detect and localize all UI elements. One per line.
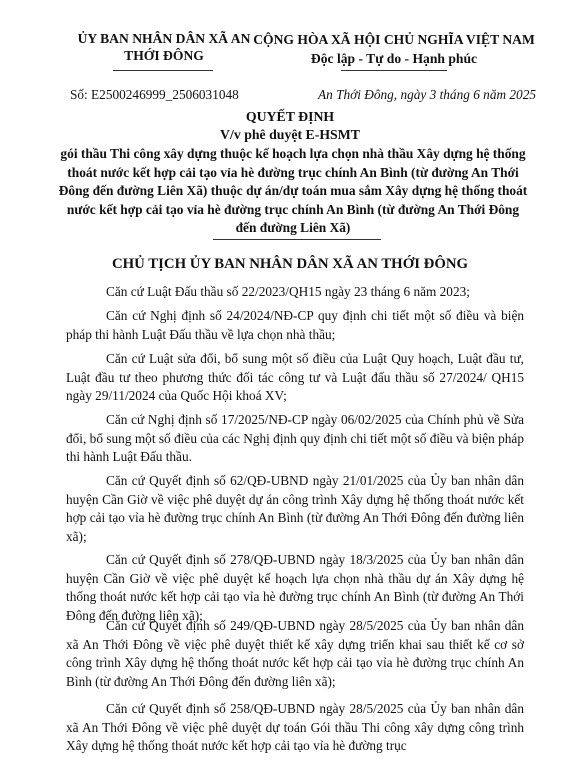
authority-underline <box>113 70 213 71</box>
issuing-authority <box>66 30 262 64</box>
paragraph: Căn cứ Quyết định số 258/QĐ-UBND ngày 28/5/2025 của Ủy ban nhân dân xã An Thới Đông về việc phê duyệt dự toán Gói thầu Thi công xây dựng công trình Xây dựng hệ thống thoát nước kết hợp cải tạo vỉa hè đường trục <box>66 701 524 754</box>
issuing-authority-line2: THỚI ĐÔNG <box>124 48 204 63</box>
paragraph: Căn cứ Quyết định số 62/QĐ-UBND ngày 21/01/2025 của Ủy ban nhân dân huyện Cần Giờ về việc phê duyệt dự án công trình Xây dựng hệ thống thoát nước kết hợp cải tạo vỉa hè đường trục chính An Bình (từ đường An Thới Đông đến đường liên xã); <box>66 473 524 544</box>
paragraph: Căn cứ Luật Đấu thầu số 22/2023/QH15 ngày 23 tháng 6 năm 2023; <box>106 284 470 299</box>
decision-title: QUYẾT ĐỊNH <box>245 109 335 124</box>
paragraph: Căn cứ Nghị định số 17/2025/NĐ-CP ngày 06/02/2025 của Chính phủ về Sửa đổi, bổ sung một số điều của các Nghị định quy định chi tiết một số điều và biện pháp thi hành Luật Đấu thầu. <box>66 412 524 465</box>
paragraph: Căn cứ Quyết định số 249/QĐ-UBND ngày 28/5/2025 của Ủy ban nhân dân xã An Thới Đông về việc phê duyệt thiết kế xây dựng triển khai sau thiết kế cơ sở công trình Xây dựng hệ thống thoát nước kết hợp cải tạo vỉa hè đường trục chính An Bình (từ đường An Thới Đông đến đường liên xã); <box>66 618 524 689</box>
subject-underline <box>213 239 381 240</box>
paragraph: Căn cứ Luật sửa đổi, bổ sung một số điều của Luật Quy hoạch, Luật đầu tư, Luật đầu tư theo phương thức đối tác công tư và Luật đấu thầu số 27/2024/ QH15 ngày 29/11/2024 của Quốc Hội khoá XV; <box>66 351 524 404</box>
paragraph: Căn cứ Quyết định số 278/QĐ-UBND ngày 18/3/2025 của Ủy ban nhân dân huyện Cần Giờ về việc phê duyệt kế hoạch lựa chọn nhà thầu dự án Xây dựng hệ thống thoát nước kết hợp cải tạo vỉa hè đường trục chính An Bình (từ đường An Thới Đông đến đường liên xã); <box>66 552 524 623</box>
motto: Độc lập - Tự do - Hạnh phúc <box>310 51 478 66</box>
decision-subject: gói thầu Thi công xây dựng thuộc kế hoạch lựa chọn nhà thầu Xây dựng hệ thống thoát nước kết hợp cải tạo vỉa hè đường trục chính An Bình (từ đường An Thới Đông đến đường Liên Xã) thuộc dự án/dự toán mua sắm Xây dựng hệ thống thoát nước kết hợp cải tạo vỉa hè đường trục chính An Bình (từ đường An Thới Đông đến đường Liên Xã) <box>58 146 528 236</box>
paragraph: Căn cứ Nghị định số 24/2024/NĐ-CP quy định chi tiết một số điều và biện pháp thi hành Luật Đấu thầu về lựa chọn nhà thầu; <box>66 308 524 342</box>
chairman-heading: CHỦ TỊCH ỦY BAN NHÂN DÂN XÃ AN THỚI ĐÔNG <box>111 256 469 272</box>
decision-subtitle: V/v phê duyệt E-HSMT <box>220 127 360 142</box>
national-motto <box>250 30 538 68</box>
motto-underline <box>341 70 447 71</box>
document-number: Số: E2500246999_2506031048 <box>70 87 239 102</box>
issuing-authority-line1: ỦY BAN NHÂN DÂN XÃ AN <box>77 31 251 46</box>
place-date: An Thới Đông, ngày 3 tháng 6 năm 2025 <box>318 87 536 102</box>
national-name: CỘNG HÒA XÃ HỘI CHỦ NGHĨA VIỆT NAM <box>253 32 535 47</box>
